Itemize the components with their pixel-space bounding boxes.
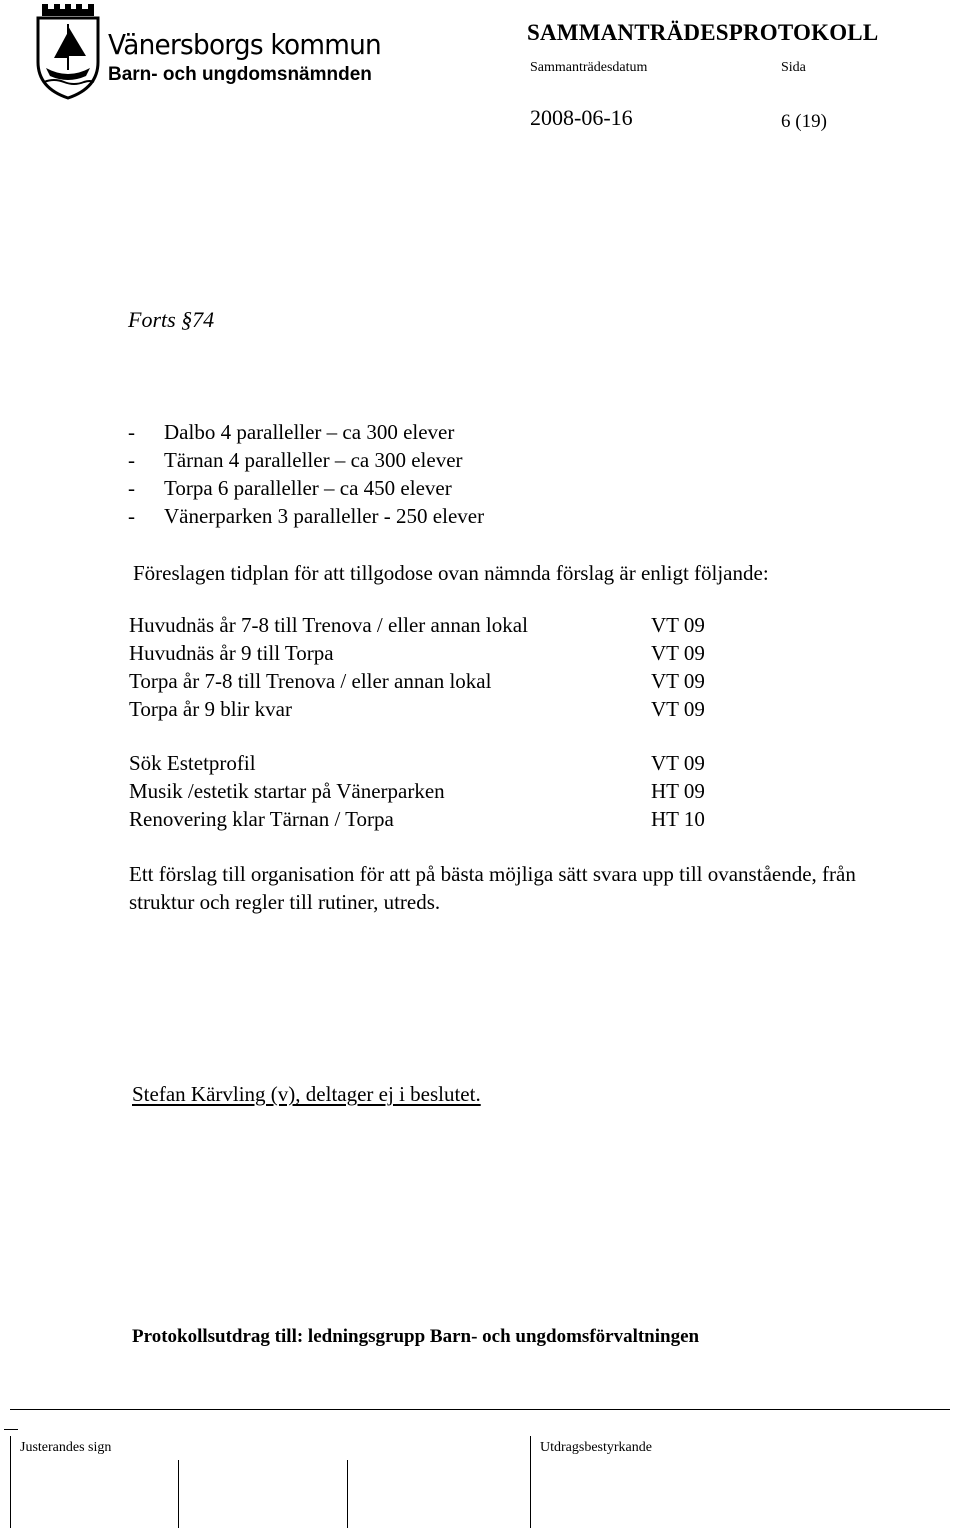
- list-item: - Vänerparken 3 paralleller - 250 elever: [128, 504, 485, 528]
- schedule-item-term: VT 09: [651, 613, 705, 637]
- schedule-item-term: HT 10: [651, 807, 705, 831]
- committee-name: Barn- och ungdomsnämnden: [108, 64, 372, 85]
- organization-name: Vänersborgs kommun: [108, 28, 381, 61]
- certification-label: Utdragsbestyrkande: [540, 1440, 652, 1455]
- page-number: 6 (19): [781, 111, 827, 132]
- distribution-line: Protokollsutdrag till: ledningsgrupp Barn- och ungdomsförvaltningen: [132, 1326, 700, 1347]
- coat-of-arms-icon: [34, 0, 102, 100]
- page-label: Sida: [781, 60, 806, 75]
- meeting-date-label: Sammanträdesdatum: [530, 60, 648, 75]
- signature-box-border: [347, 1460, 348, 1528]
- schedule-item-label: Musik /estetik startar på Vänerparken: [129, 779, 445, 803]
- schedule-item-term: VT 09: [651, 669, 705, 693]
- schedule-item-label: Renovering klar Tärnan / Torpa: [129, 807, 394, 831]
- body-paragraph: Ett förslag till organisation för att på bästa möjliga sätt svara upp till ovanstående, från struktur och regler till rutiner, utreds.: [129, 862, 856, 914]
- schedule-item-term: HT 09: [651, 779, 705, 803]
- schedule-item-label: Torpa år 9 blir kvar: [129, 697, 292, 721]
- section-reference: Forts §74: [128, 307, 215, 332]
- signature-box-border: [10, 1436, 11, 1528]
- footer-divider: [10, 1409, 950, 1410]
- schedule-item-label: Huvudnäs år 9 till Torpa: [129, 641, 334, 665]
- list-item: - Tärnan 4 paralleller – ca 300 elever: [128, 448, 463, 472]
- schedule-item-label: Huvudnäs år 7-8 till Trenova / eller annan lokal: [129, 613, 528, 637]
- list-item: - Dalbo 4 paralleller – ca 300 elever: [128, 420, 455, 444]
- schedule-intro: Föreslagen tidplan för att tillgodose ovan nämnda förslag är enligt följande:: [133, 561, 769, 585]
- list-item: - Torpa 6 paralleller – ca 450 elever: [128, 476, 452, 500]
- schedule-item-term: VT 09: [651, 697, 705, 721]
- certification-box-border: [530, 1436, 531, 1528]
- sign-label: Justerandes sign: [20, 1440, 112, 1455]
- recusal-note: Stefan Kärvling (v), deltager ej i beslutet.: [132, 1082, 481, 1106]
- signature-box-border: [178, 1460, 179, 1528]
- schedule-item-term: VT 09: [651, 641, 705, 665]
- schedule-item-term: VT 09: [651, 751, 705, 775]
- schedule-item-label: Torpa år 7-8 till Trenova / eller annan lokal: [129, 669, 492, 693]
- document-type: SAMMANTRÄDESPROTOKOLL: [527, 20, 879, 45]
- meeting-date: 2008-06-16: [530, 105, 633, 130]
- footer-mark: [4, 1429, 18, 1430]
- schedule-item-label: Sök Estetprofil: [129, 751, 256, 775]
